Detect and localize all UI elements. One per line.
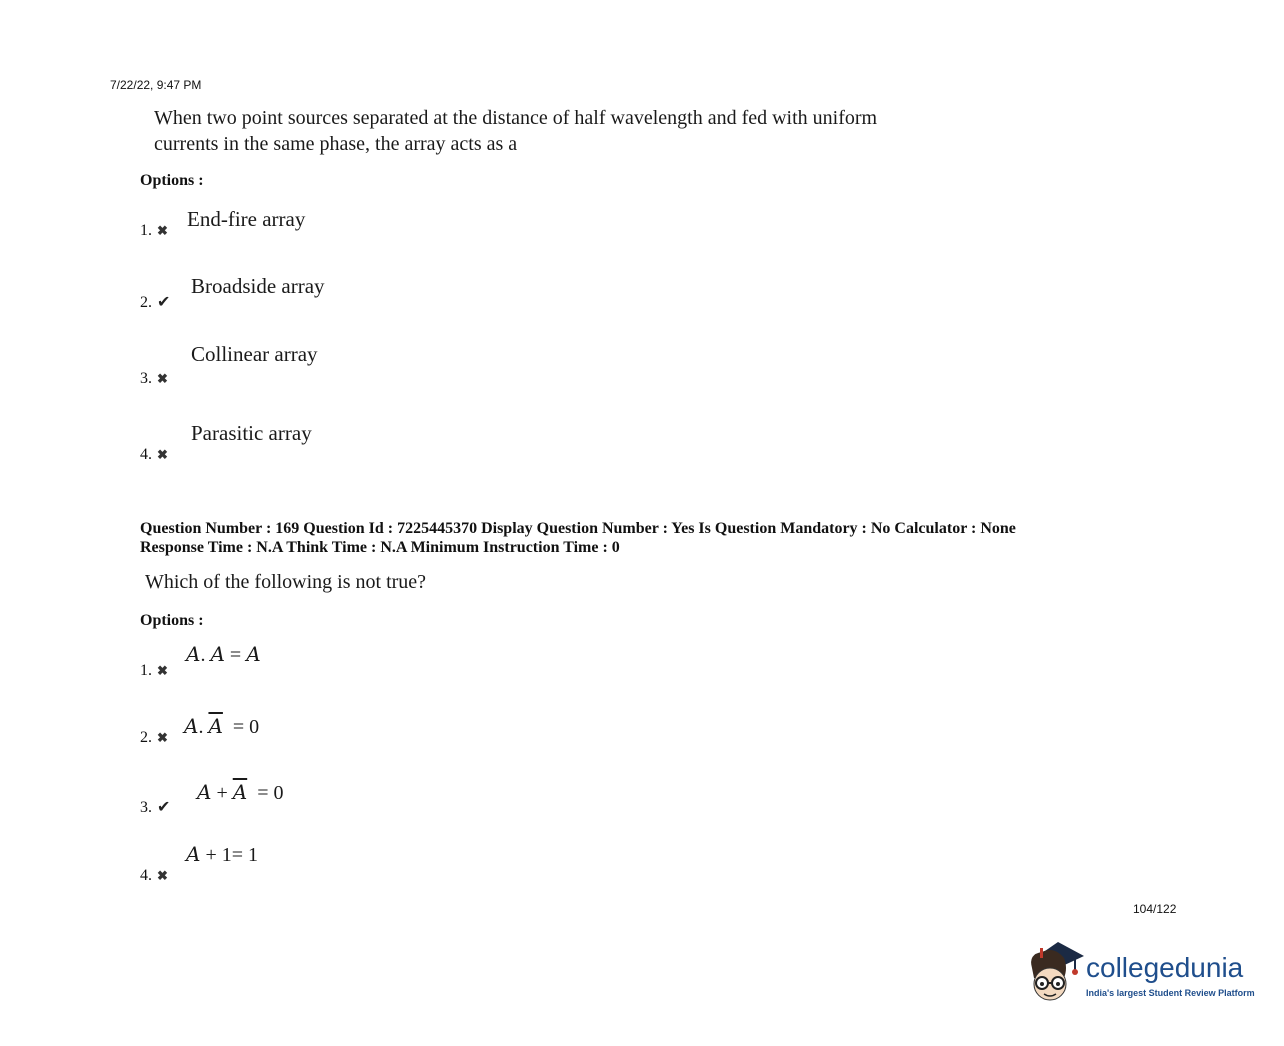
option-number: 3. ✔ xyxy=(140,799,171,816)
print-timestamp: 7/22/22, 9:47 PM xyxy=(110,78,202,92)
option-number: 4. ✖ xyxy=(140,446,168,463)
cross-mark-icon: ✖ xyxy=(157,663,168,678)
options-label: Options : xyxy=(140,612,204,629)
options-label: Options : xyxy=(140,172,204,189)
question-text-line: When two point sources separated at the distance of half wavelength and fed with uniform xyxy=(154,107,878,129)
logo-tagline: India's largest Student Review Platform xyxy=(1086,988,1255,998)
cross-mark-icon: ✖ xyxy=(157,223,168,238)
cross-mark-icon: ✖ xyxy=(157,447,168,462)
cross-mark-icon: ✖ xyxy=(157,730,168,745)
check-mark-icon: ✔ xyxy=(157,799,171,816)
page-number: 104/122 xyxy=(1133,902,1177,916)
question-text: Which of the following is not true? xyxy=(145,571,427,593)
option-number: 1. ✖ xyxy=(140,662,168,679)
option-number: 4. ✖ xyxy=(140,867,168,884)
option-number: 2. ✖ xyxy=(140,729,168,746)
check-mark-icon: ✔ xyxy=(157,294,171,311)
logo-wordmark: collegedunia xyxy=(1086,952,1244,983)
question-text-line: currents in the same phase, the array acts as a xyxy=(154,133,518,155)
option-number: 3. ✖ xyxy=(140,370,168,387)
cross-mark-icon: ✖ xyxy=(157,371,168,386)
option-text: Collinear array xyxy=(191,342,318,366)
option-formula: A. A = A xyxy=(186,642,261,666)
option-formula: A. $\overline{A} = 0$ xyxy=(184,714,260,738)
option-formula: A + 1= 1 xyxy=(186,842,259,866)
question-meta-line: Response Time : N.A Think Time : N.A Minimum Instruction Time : 0 xyxy=(140,539,620,556)
option-number: 1. ✖ xyxy=(140,222,168,239)
cross-mark-icon: ✖ xyxy=(157,868,168,883)
mascot-icon xyxy=(1024,938,1084,1010)
option-formula: $A + \overline{A} = 0$ xyxy=(197,780,284,804)
option-text: Broadside array xyxy=(191,274,325,298)
collegedunia-logo xyxy=(1024,938,1264,1010)
option-number: 2. ✔ xyxy=(140,294,171,311)
option-text: End-fire array xyxy=(187,207,306,231)
question-meta xyxy=(140,519,1016,557)
question-text xyxy=(154,105,877,157)
option-text: Parasitic array xyxy=(191,421,312,445)
question-meta-line: Question Number : 169 Question Id : 7225445370 Display Question Number : Yes Is Question Mandatory : No Calculator : None xyxy=(140,520,1016,537)
